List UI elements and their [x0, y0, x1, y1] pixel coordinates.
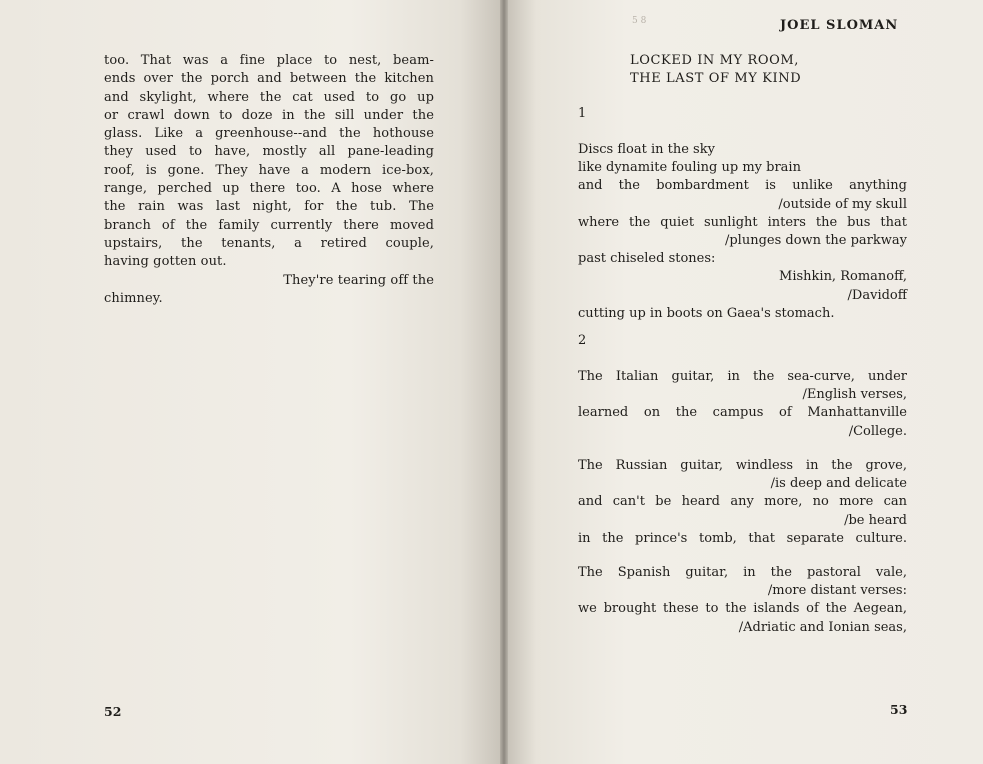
poem-line: The Russian guitar, windless in the grove,	[578, 458, 907, 473]
prose-line: They're tearing off the	[283, 272, 434, 288]
section-number: 2	[578, 333, 587, 348]
poem-section-1	[578, 141, 907, 323]
section-number: 1	[578, 106, 587, 121]
poem-line: /College.	[848, 423, 907, 439]
prose-line: roof, is gone. They have a modern ice-box,	[104, 162, 434, 178]
poem-line: where the quiet sunlight inters the bus that	[578, 214, 907, 230]
poem-line: and the bombardment is unlike anything	[578, 178, 907, 194]
poem-line: in the prince's tomb, that separate culture.	[578, 530, 907, 546]
pencil-mark: 5 8	[632, 16, 647, 26]
poem-line: The Italian guitar, in the sea-curve, under	[578, 369, 907, 384]
page-number-left: 52	[104, 704, 122, 719]
poem-title-line: THE LAST OF MY KIND	[630, 71, 802, 86]
poem-line: /more distant verses:	[767, 583, 907, 599]
poem-section-2-stanza-3	[578, 564, 907, 637]
poem-line: Discs float in the sky	[578, 142, 715, 157]
poem-section-2-stanza-2	[578, 457, 907, 548]
poem-section-2-stanza-1	[578, 368, 907, 441]
poem-line: /Adriatic and Ionian seas,	[738, 619, 907, 635]
prose-line: branch of the family currently there moved	[104, 217, 434, 233]
prose-line: upstairs, the tenants, a retired couple,	[104, 235, 434, 251]
poem-line: The Spanish guitar, in the pastoral vale,	[578, 565, 907, 580]
prose-line: they used to have, mostly all pane-leading	[104, 144, 434, 160]
poem-title	[630, 52, 801, 88]
running-head-author: JOEL SLOMAN	[780, 18, 899, 33]
poem-line: /English verses,	[802, 387, 907, 403]
prose-line: chimney.	[104, 290, 163, 306]
prose-line: having gotten out.	[104, 254, 227, 270]
page-number-right: 53	[890, 702, 908, 717]
prose-line: glass. Like a greenhouse--and the hothouse	[104, 126, 434, 142]
book-gutter	[500, 0, 508, 764]
poem-line: like dynamite fouling up my brain	[578, 160, 801, 176]
poem-line: cutting up in boots on Gaea's stomach.	[578, 305, 835, 321]
prose-line: and skylight, where the cat used to go up	[104, 89, 434, 105]
poem-line: past chiseled stones:	[578, 251, 716, 267]
poem-line: /is deep and delicate	[770, 476, 907, 492]
prose-line: too. That was a fine place to nest, beam-	[104, 53, 434, 68]
poem-line: /be heard	[844, 512, 907, 528]
poem-line: and can't be heard any more, no more can	[578, 494, 907, 510]
poem-line: /Davidoff	[847, 287, 907, 303]
prose-line: range, perched up there too. A hose where	[104, 181, 434, 197]
poem-title-line: LOCKED IN MY ROOM,	[630, 53, 800, 68]
prose-line: the rain was last night, for the tub. The	[104, 199, 434, 215]
poem-line: /plunges down the parkway	[724, 233, 907, 249]
prose-line: ends over the porch and between the kitchen	[104, 71, 434, 87]
poem-line: we brought these to the islands of the Aegean,	[578, 601, 907, 617]
poem-line: learned on the campus of Manhattanville	[578, 405, 907, 421]
prose-line: or crawl down to doze in the sill under the	[104, 107, 434, 123]
poem-line: Mishkin, Romanoff,	[779, 269, 907, 285]
left-page-prose	[104, 52, 434, 308]
poem-line: /outside of my skull	[778, 196, 907, 212]
